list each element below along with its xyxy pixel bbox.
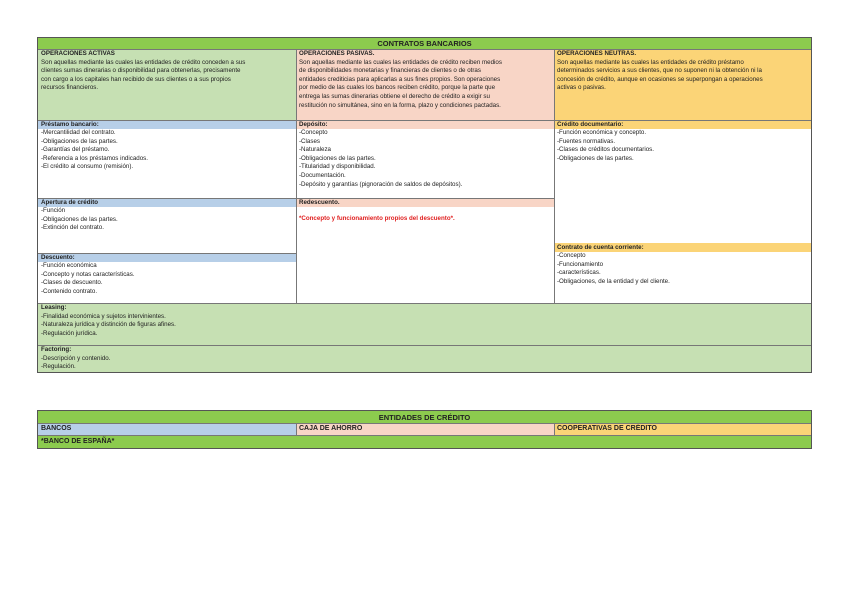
- operaciones-activas-text: Son aquellas mediante las cuales las entidades de crédito conceden a sus clientes sumas dinerarias o disponibilidad para obtenerlas, precisamente con cargo a los capitales han recibido de sus clientes o a sus propios recursos financieros.: [41, 58, 246, 92]
- contratos-title: CONTRATOS BANCARIOS: [38, 38, 811, 49]
- credito-documentario-title: Crédito documentario:: [554, 120, 811, 129]
- prestamo-cell: [38, 120, 296, 198]
- factoring-cell: [38, 345, 811, 372]
- apertura-cell: [38, 198, 296, 253]
- operaciones-pasivas-cell: [296, 49, 554, 120]
- bancos-cell: BANCOS: [38, 423, 296, 435]
- operaciones-pasivas-text: Son aquellas mediante las cuales las entidades de crédito reciben medios de disponibilidades monetarias y financieras de clientes o de otras entidades crediticias para aplicarlas a sus fines propios. Son operaciones por medio de las cuales los bancos reciben crédito, porque la parte que entrega las sumas dinerarias obtiene el derecho de crédito a exigir su restitución no simultánea, sino en la forma, plazo y condiciones pactadas.: [299, 58, 502, 109]
- deposito-title: Depósito:: [296, 120, 554, 129]
- divider: [296, 423, 297, 435]
- descuento-title: Descuento:: [38, 253, 296, 262]
- divider: [38, 49, 811, 50]
- divider: [38, 423, 811, 424]
- redescuento-title: Redescuento.: [296, 198, 554, 207]
- cuenta-corriente-title: Contrato de cuenta corriente:: [554, 243, 811, 252]
- leasing-list: -Finalidad económica y sujetos intervinientes. -Naturaleza jurídica y distinción de figuras afines. -Regulación jurídica.: [41, 312, 176, 337]
- deposito-list: -Concepto -Clases -Naturaleza -Obligaciones de las partes. -Titularidad y disponibilidad. -Documentación. -Depósito y garantías (pignoración de saldos de depósitos).: [299, 129, 463, 188]
- cuenta-corriente-list: -Concepto -Funcionamiento -características. -Obligaciones, de la entidad y del cliente.: [557, 252, 670, 285]
- banco-espana-cell: *BANCO DE ESPAÑA*: [38, 435, 811, 448]
- credito-documentario-list: -Función económica y concepto. -Fuentes normativas. -Clases de créditos documentarios. -Obligaciones de las partes.: [557, 129, 654, 162]
- redescuento-note: *Concepto y funcionamiento propios del descuento*.: [299, 215, 455, 222]
- operaciones-pasivas-title: OPERACIONES PASIVAS.: [299, 50, 375, 57]
- prestamo-list: -Mercantilidad del contrato. -Obligaciones de las partes. -Garantías del préstamo. -Referencia a los préstamos indicados. -El crédito al consumo (remisión).: [41, 129, 148, 171]
- operaciones-activas-cell: [38, 49, 296, 120]
- leasing-cell: [38, 303, 811, 345]
- prestamo-title: Préstamo bancario:: [38, 120, 296, 129]
- descuento-cell: [38, 253, 296, 303]
- contratos-table: [37, 37, 812, 373]
- cuenta-corriente-cell: [554, 243, 811, 303]
- redescuento-cell: [296, 198, 554, 303]
- divider: [38, 303, 811, 304]
- cooperativas-cell: COOPERATIVAS DE CRÉDITO: [554, 423, 811, 435]
- operaciones-activas-title: OPERACIONES ACTIVAS: [41, 50, 115, 57]
- descuento-list: -Función económica -Concepto y notas características. -Clases de descuento. -Contenido contrato.: [41, 262, 135, 295]
- divider: [38, 120, 811, 121]
- operaciones-neutras-text: Son aquellas mediante las cuales las entidades de crédito préstamo determinados servicios a sus clientes, que no suponen ni la obtención ni la concesión de crédito, aunque en ocasiones se superpongan a operaciones activas o pasivas.: [557, 58, 763, 92]
- deposito-cell: [296, 120, 554, 198]
- caja-ahorro-cell: CAJA DE AHORRO: [296, 423, 554, 435]
- entidades-title: ENTIDADES DE CRÉDITO: [38, 411, 811, 423]
- divider: [38, 435, 811, 436]
- apertura-list: -Función -Obligaciones de las partes. -Extinción del contrato.: [41, 207, 118, 232]
- factoring-title: Factoring:: [41, 346, 72, 353]
- divider: [296, 49, 297, 303]
- factoring-list: -Descripción y contenido. -Regulación.: [41, 354, 111, 371]
- apertura-title: Apertura de crédito: [38, 198, 296, 207]
- leasing-title: Leasing:: [41, 304, 67, 311]
- divider: [554, 49, 555, 303]
- divider: [38, 345, 811, 346]
- credito-documentario-cell: [554, 120, 811, 243]
- entidades-table: [37, 410, 812, 449]
- operaciones-neutras-cell: [554, 49, 811, 120]
- divider: [554, 423, 555, 435]
- operaciones-neutras-title: OPERACIONES NEUTRAS.: [557, 50, 637, 57]
- divider: [38, 253, 296, 254]
